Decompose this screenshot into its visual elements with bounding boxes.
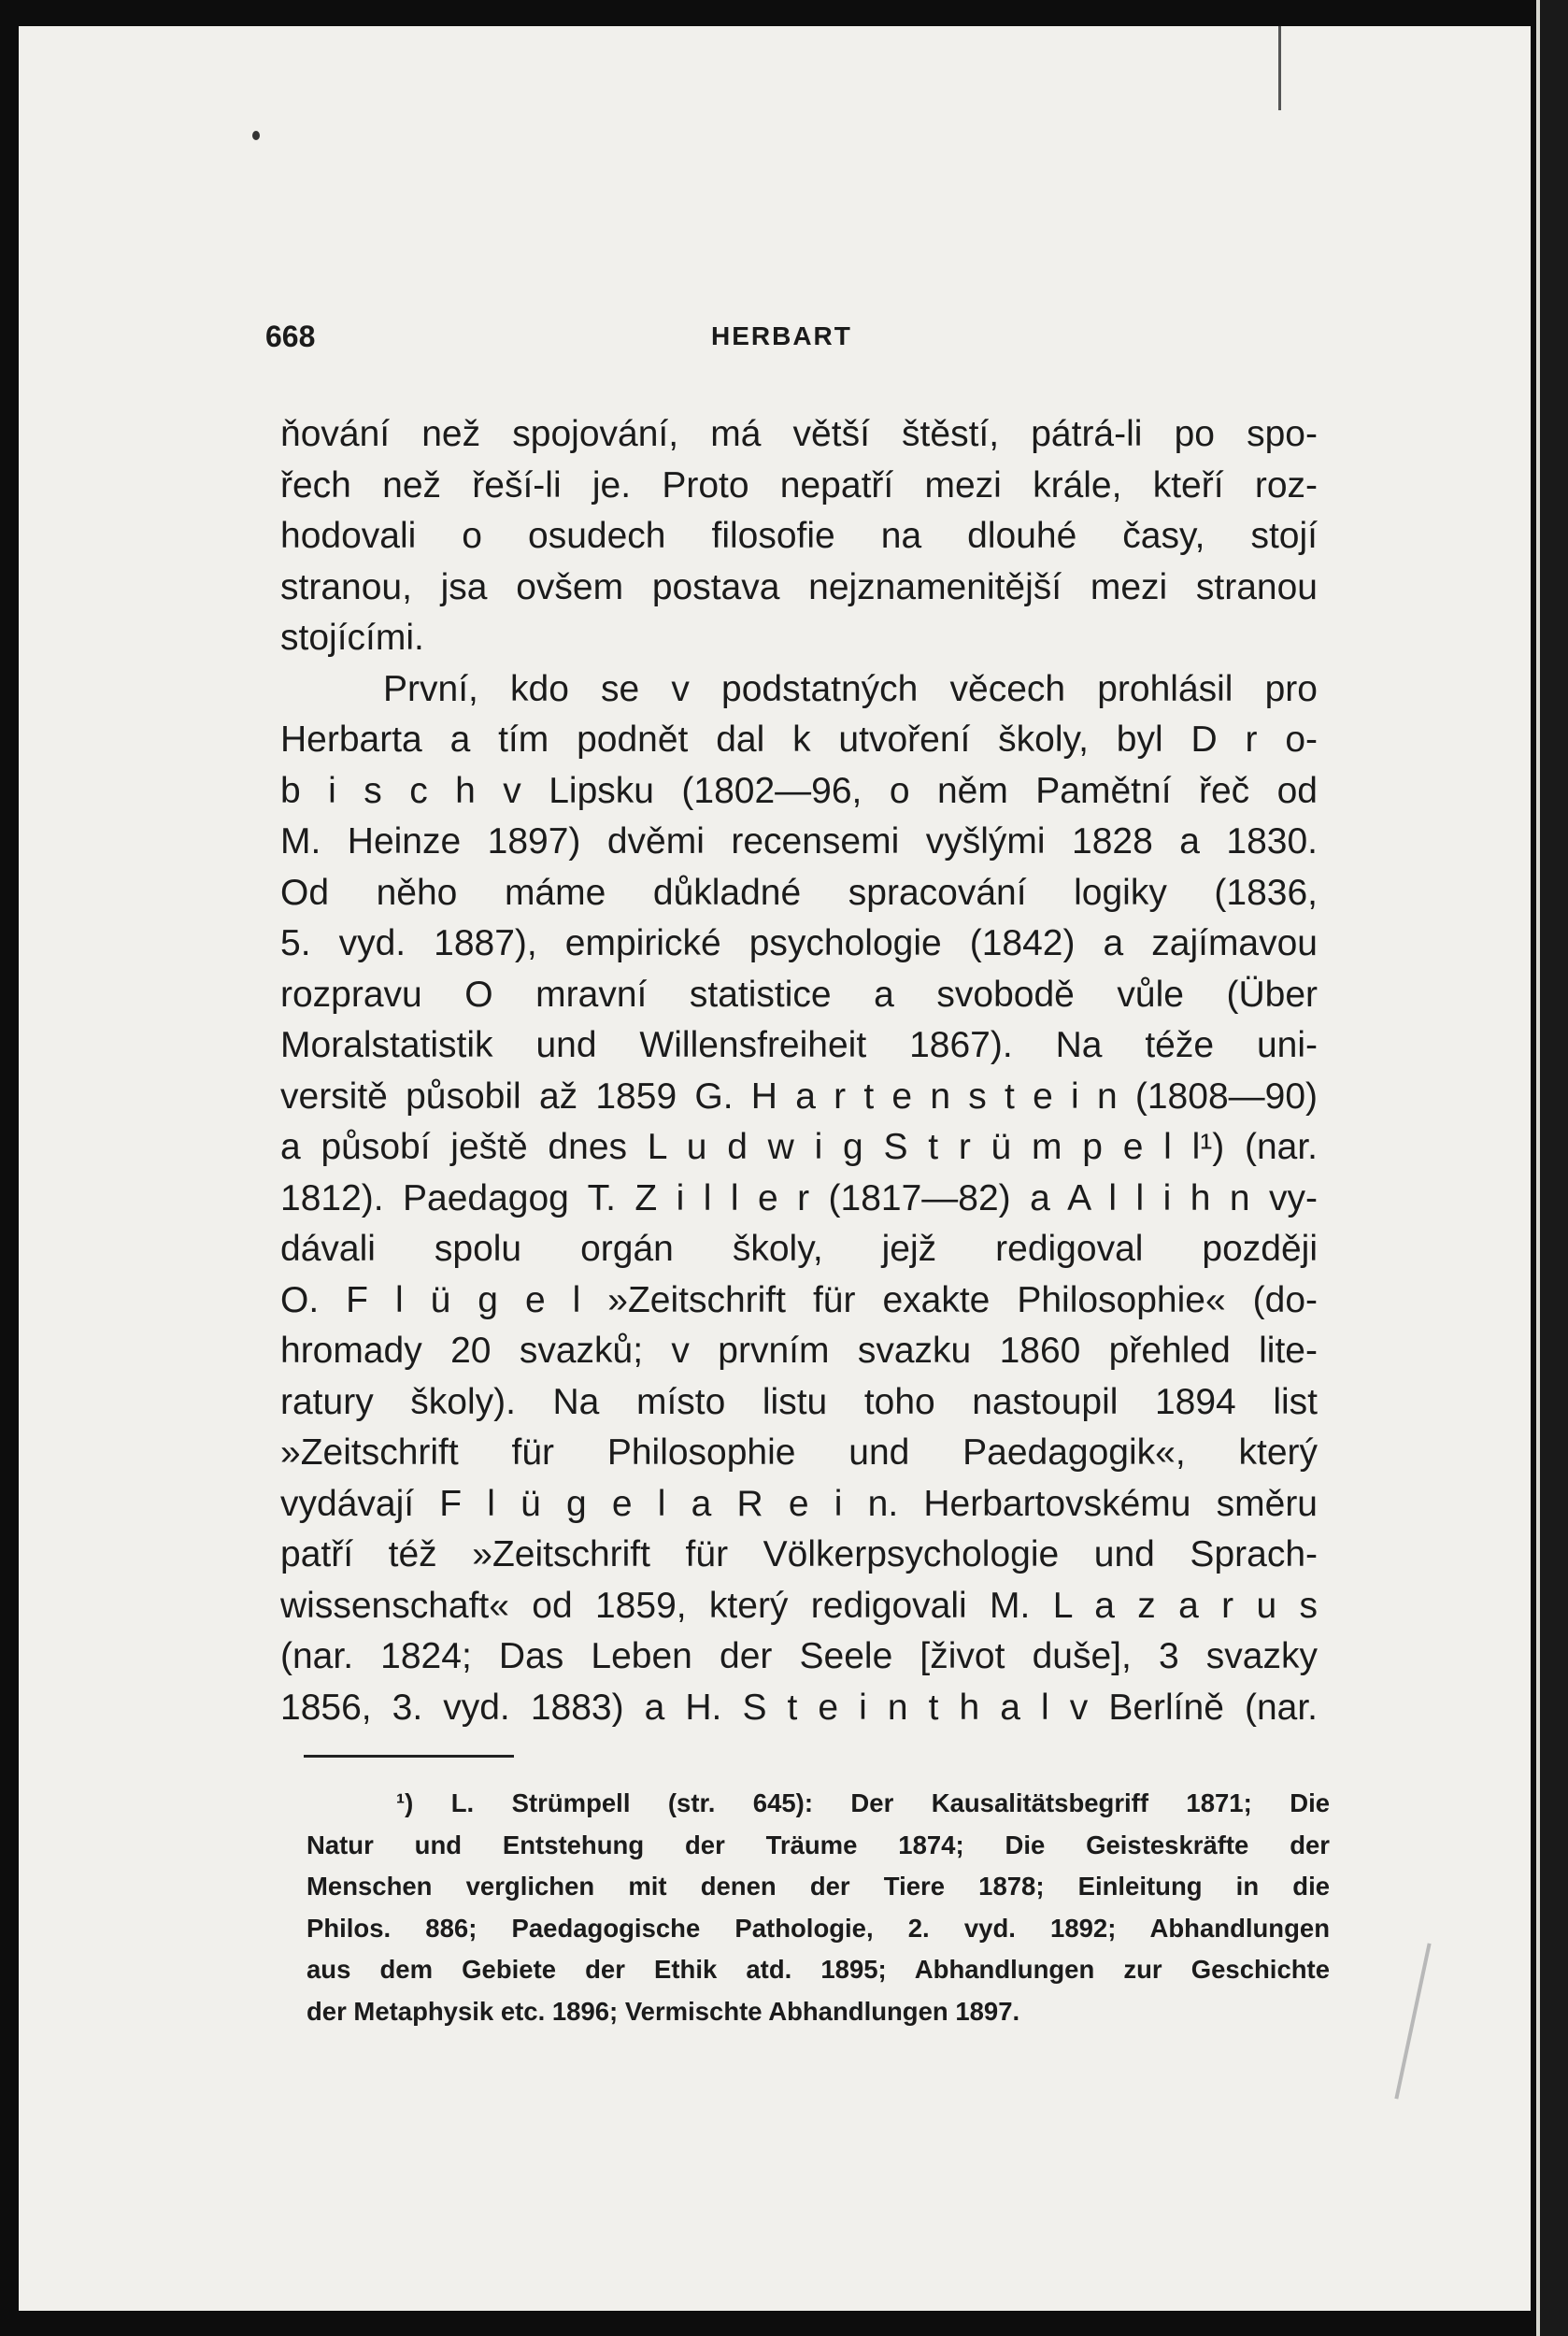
text-line: ňování než spojování, má větší štěstí, pátrá-li po spo- — [280, 414, 1318, 454]
page-header — [19, 306, 1531, 363]
text-line: a působí ještě dnes L u d w i g S t r ü m p e l l¹) (nar. — [280, 1127, 1318, 1167]
text-line: 1812). Paedagog T. Z i l l e r (1817—82) a A l l i h n vy- — [280, 1177, 1318, 1218]
footnote — [306, 1783, 1330, 2032]
body-text — [280, 409, 1318, 1733]
text-line: O. F l ü g e l »Zeitschrift für exakte Philosophie« (do- — [280, 1279, 1318, 1320]
footnote-separator — [304, 1755, 514, 1758]
text-line: vydávají F l ü g e l a R e i n. Herbartovskému směru — [280, 1483, 1318, 1524]
text-line: b i s c h v Lipsku (1802—96, o něm Pamětní řeč od — [280, 770, 1318, 811]
text-line: stranou, jsa ovšem postava nejznamenitější mezi stranou — [280, 566, 1318, 607]
text-line: patří též »Zeitschrift für Völkerpsychologie und Sprach- — [280, 1534, 1318, 1574]
text-line: hodovali o osudech filosofie na dlouhé časy, stojí — [280, 516, 1318, 556]
ink-speck — [252, 131, 260, 140]
footnote-line: aus dem Gebiete der Ethik atd. 1895; Abhandlungen zur Geschichte — [306, 1955, 1330, 1984]
text-line: Moralstatistik und Willensfreiheit 1867). Na téže uni- — [280, 1025, 1318, 1065]
text-line: Herbarta a tím podnět dal k utvoření školy, byl D r o- — [280, 719, 1318, 760]
scan-scratch — [1394, 1943, 1431, 2099]
footnote-line: der Metaphysik etc. 1896; Vermischte Abhandlungen 1897. — [306, 1996, 1020, 2026]
running-head: HERBART — [711, 321, 852, 350]
page-number: 668 — [265, 320, 316, 353]
footnote-line: Philos. 886; Paedagogische Pathologie, 2. vyd. 1892; Abhandlungen — [306, 1913, 1330, 1943]
text-line: rozpravu O mravní statistice a svobodě vůle (Über — [280, 974, 1318, 1015]
text-line: versitě působil až 1859 G. H a r t e n s t e i n (1808—90) — [280, 1075, 1318, 1117]
text-line: řech než řeší-li je. Proto nepatří mezi krále, kteří roz- — [280, 464, 1318, 506]
text-line: hromady 20 svazků; v prvním svazku 1860 přehled lite- — [280, 1331, 1318, 1371]
footnote-line: Natur und Entstehung der Träume 1874; Die Geisteskräfte der — [306, 1830, 1330, 1859]
footnote-line: ¹) L. Strümpell (str. 645): Der Kausalitätsbegriff 1871; Die — [396, 1788, 1330, 1817]
text-line: wissenschaft« od 1859, který redigovali M. L a z a r u s — [280, 1585, 1318, 1626]
text-line: stojícími. — [280, 618, 424, 658]
text-line: 5. vyd. 1887), empirické psychologie (1842) a zajímavou — [280, 923, 1318, 963]
text-line: »Zeitschrift für Philosophie und Paedagogik«, který — [280, 1432, 1318, 1473]
text-line: 1856, 3. vyd. 1883) a H. S t e i n t h a l v Berlíně (nar. — [280, 1687, 1318, 1728]
footnote-line: Menschen verglichen mit denen der Tiere 1878; Einleitung in die — [306, 1872, 1330, 1901]
scan-edge — [1536, 0, 1568, 2336]
text-line: První, kdo se v podstatných věcech prohlásil pro — [383, 668, 1318, 709]
text-line: ratury školy). Na místo listu toho nastoupil 1894 list — [280, 1381, 1318, 1422]
text-line: Od něho máme důkladné spracování logiky (1836, — [280, 872, 1318, 913]
text-line: (nar. 1824; Das Leben der Seele [život duše], 3 svazky — [280, 1636, 1318, 1676]
margin-mark — [1278, 26, 1281, 110]
text-line: M. Heinze 1897) dvěmi recensemi vyšlými 1828 a 1830. — [280, 821, 1318, 862]
book-page — [19, 26, 1531, 2311]
text-line: dávali spolu orgán školy, jejž redigoval později — [280, 1229, 1318, 1269]
